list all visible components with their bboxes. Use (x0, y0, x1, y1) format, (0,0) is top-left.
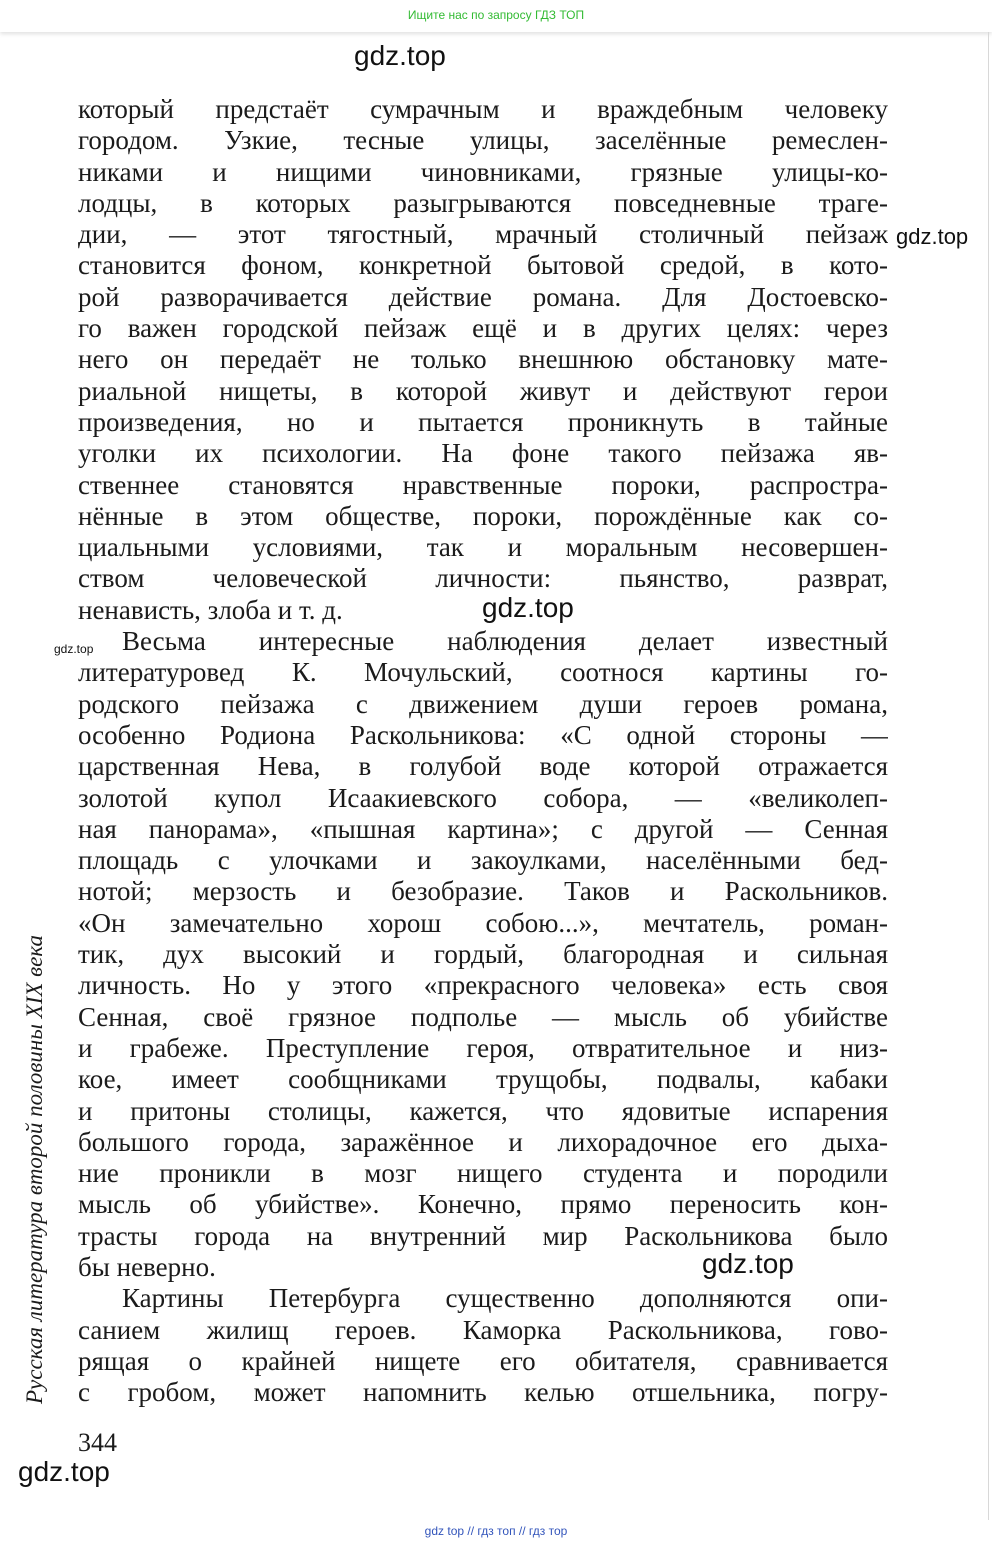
text-line: ненависть, злоба и т. д. (78, 594, 343, 625)
text-line: произведения, но и пытается проникнуть в тайные (78, 406, 888, 437)
text-line: Сенная, своё грязное подполье — мысль об убийстве (78, 1001, 888, 1032)
paragraph-3 (78, 1283, 888, 1408)
text-line: становится фоном, конкретной бытовой средой, в кото- (78, 250, 888, 281)
watermark: gdz.top (702, 1248, 794, 1279)
text-line: кое, имеет сообщниками трущобы, подвалы, кабаки (78, 1064, 888, 1095)
text-line: уголки их психологии. На фоне такого пейзажа яв- (78, 438, 888, 469)
banner-text[interactable]: Ищите нас по запросу ГДЗ ТОП (407, 8, 585, 22)
text-line: площадь с улочками и закоулками, населёнными бед- (78, 845, 888, 876)
text-line: мысль об убийстве». Конечно, прямо переносить кон- (78, 1189, 888, 1220)
text-line: трасты города на внутренний мир Раскольникова было (78, 1220, 888, 1251)
text-line: ством человеческой личности: пьянство, разврат, (78, 563, 888, 594)
text-line: ние проникли в мозг нищего студента и породили (78, 1158, 888, 1189)
text-line: рящая о крайней нищете его обитателя, сравнивается (78, 1345, 888, 1376)
text-line: циальными условиями, так и моральным несовершен- (78, 532, 888, 563)
text-line: нотой; мерзость и безобразие. Таков и Раскольников. (78, 876, 888, 907)
page-edge-divider (988, 32, 989, 1520)
text-line: городом. Узкие, тесные улицы, заселённые ремеслен- (78, 125, 888, 156)
text-line: личность. Но у этого «прекрасного человека» есть своя (78, 970, 888, 1001)
text-line: нённые в этом обществе, пороки, порождённые как со- (78, 500, 888, 531)
text-line: большого города, заражённое и лихорадочное его дыха- (78, 1126, 888, 1157)
text-line: и грабеже. Преступление героя, отвратительное и низ- (78, 1032, 888, 1063)
page-number: 344 (78, 1428, 117, 1457)
text-line: бы неверно. (78, 1251, 216, 1282)
watermark: gdz.top (18, 1456, 110, 1487)
text-line: Картины Петербурга существенно дополняются опи- (122, 1283, 888, 1314)
text-line: «Он замечательно хорош собою...», мечтатель, роман- (78, 907, 888, 938)
text-line: дии, — этот тягостный, мрачный столичный пейзаж (78, 219, 888, 250)
watermark: gdz.top (482, 592, 574, 623)
text-line: и притоны столицы, кажется, что ядовитые испарения (78, 1095, 888, 1126)
text-line: ная панорама», «пышная картина»; с другой — Сенная (78, 813, 888, 844)
text-line: го важен городской пейзаж ещё и в других целях: через (78, 313, 888, 344)
top-banner[interactable] (0, 0, 992, 32)
text-line: риальной нищеты, в которой живут и действуют герои (78, 375, 888, 406)
text-line: рой разворачивается действие романа. Для Достоевско- (78, 281, 888, 312)
text-line: лодцы, в которых разыгрываются повседневные траге- (78, 187, 888, 218)
text-line: особенно Родиона Раскольникова: «С одной стороны — (78, 719, 888, 750)
footer-links[interactable]: gdz top // гдз топ // гдз тор (424, 1524, 568, 1538)
watermark: gdz.top (54, 642, 94, 656)
text-line: никами и нищими чиновниками, грязные улицы-ко- (78, 156, 888, 187)
paragraph-2 (78, 626, 888, 1283)
paragraph-1 (78, 94, 888, 626)
watermark: gdz.top (896, 224, 969, 249)
text-line: родского пейзажа с движением души героев романа, (78, 688, 888, 719)
text-line: ственнее становятся нравственные пороки, распростра- (78, 469, 888, 500)
text-line: тик, дух высокий и гордый, благородная и сильная (78, 939, 888, 970)
text-line: Весьма интересные наблюдения делает известный (122, 626, 888, 657)
text-line: царственная Нева, в голубой воде которой отражается (78, 751, 888, 782)
text-line: санием жилищ героев. Каморка Раскольникова, гово- (78, 1314, 888, 1345)
body-text (78, 94, 888, 1408)
watermark: gdz.top (354, 40, 446, 71)
side-running-title: Русская литература второй половины XIX века (22, 934, 47, 1404)
text-line: него он передаёт не только внешнюю обстановку мате- (78, 344, 888, 375)
text-line: литературовед К. Мочульский, соотнося картины го- (78, 657, 888, 688)
text-line: золотой купол Исаакиевского собора, — «великолеп- (78, 782, 888, 813)
text-line: который предстаёт сумрачным и враждебным человеку (78, 94, 888, 124)
text-line: с гробом, может напомнить келью отшельника, погру- (78, 1377, 888, 1408)
